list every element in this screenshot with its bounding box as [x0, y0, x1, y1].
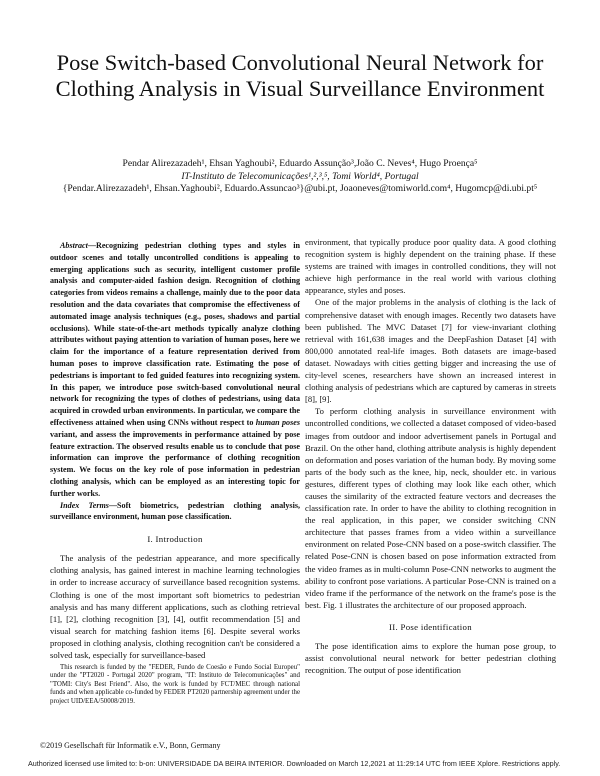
right-paragraph-1: environment, that typically produce poor quality data. A good clothing recognition system is highly dependent on the training phase. If these systems are trained with images in controlled conditions, they will not achieve high performance in the real world with various clothing appearance, styles and poses. [305, 237, 556, 296]
funding-footnote: This research is funded by the "FEDER, Fundo de Coesão e Fundo Social Europeu" under the "PT2020 - Portugal 2020" program, "IT: Instituto de Telecomunicações" and "TOMI: City's Best Friend". Also, the work is funded by FCT/MEC through national funds and when applicable co-funded by FEDER PT2020 partnership agreement under the project UID/EEA/50008/2019. [50, 664, 300, 705]
right-paragraph-2: One of the major problems in the analysis of clothing is the lack of comprehensive dataset with enough images. Recently two datasets have been published. The MVC Dataset [7] for view-invariant clothing retrieval with 161,638 images and the DeepFashion Dataset [4] with 800,000 annotated real-life images. Both datasets are image-based dataset. Nowadays with cities getting bigger and increasing the use of city-level scenes, researchers have shown an increased interest in clothing analysis of pedestrians which are captured by cameras in streets [8], [9]. [305, 297, 556, 405]
right-paragraph-3: To perform clothing analysis in surveillance environment with uncontrolled conditions, we collected a dataset composed of video-based images from outdoor and indoor advertisement panels in Portugal and Brazil. On the other hand, clothing attribute analysis is highly dependent on deformation and poses variation of the human body. By moving some parts of the body such as the knee, hip, neck, shoulder etc. in various gestures, different types of clothing may look like each other, which causes the similarity of the extracted feature vectors and decreases the classification rate. In order to have the ability to clothing recognition in the real application, in this paper, we consider switching CNN architecture that passes frames from a video within a surveillance environment on related Pose-CNN based on a pose-switch classifier. The related Pose-CNN is chosen based on pose information extracted from the video frames as in multi-column Pose-CNN networks to augment the ability to confront pose variations. A particular Pose-CNN is trained on a video frame if the performance of the network on the frame's pose is the best. Fig. 1 illustrates the architecture of our proposed approach. [305, 406, 556, 610]
abstract [50, 240, 300, 500]
abstract-italic: human poses [255, 417, 300, 427]
section-heading-introduction: I. Introduction [147, 534, 203, 545]
authors-line: Pendar Alirezazadeh¹, Ehsan Yaghoubi², Eduardo Assunção³,João C. Neves⁴, Hugo Proença⁵ [122, 158, 478, 169]
abstract-label: Abstract [60, 241, 88, 250]
intro-paragraph: The analysis of the pedestrian appearance, and more specifically clothing analysis, has gained interest in machine learning technologies in order to increase accuracy of surveillance based recognition systems. Clothing is one of the most important soft biometrics to pedestrian analysis and has many different applications, such as clothing retrieval [1], [2], clothing recognition [3], [4], outfit recommendation [5] and visual search for matching fashion items [6]. Despite several works proposed in clothing analysis, clothing recognition can't be considered a solved task, especially for surveillance-based [50, 553, 300, 660]
index-terms [50, 500, 300, 524]
index-terms-text: —Soft biometrics, pedestrian clothing analysis, surveillance environment, human pose classification. [50, 500, 301, 522]
abstract-text-end: variant, and assess the improvements in performance attained by pose feature extraction. The observed results enable us to conclude that pose information can improve the performance of clothing recognition system. We focus on the key role of pose information in pedestrian clothing analysis, which can be employed as an interesting topic for further works. [50, 429, 300, 498]
index-terms-label: Index Terms [60, 500, 109, 510]
abstract-text: —Recognizing pedestrian clothing types and styles in outdoor scenes and totally uncontrolled conditions is appealing to emerging applications such as security, intelligent customer profile analysis and computer-aided fashion design. Recognition of clothing categories from videos remains a challenge, mainly due to the poor data resolution and the data covariates that compromise the effectiveness of automated image analysis techniques (e.g., poses, shadows and partial occlusions). While state-of-the-art methods typically analyze clothing attributes without paying attention to variation of human poses, here we claim for the importance of a feature representation derived from human poses to improve classification rate. Estimating the pose of pedestrians is important to fed guided features into recognizing system. In this paper, we introduce pose switch-based convolutional neural network for recognizing the types of clothes of pedestrians, using data acquired in crowded urban environments. In particular, we compare the effectiveness attained when using CNNs without respect to [50, 241, 300, 427]
left-column [50, 240, 300, 661]
emails-line: {Pendar.Alirezazadeh¹, Ehsan.Yaghoubi², Eduardo.Assuncao³}@ubi.pt, Joaoneves@tomiworld.com⁴, Hugomcp@di.ubi.pt⁵ [62, 183, 538, 194]
paper-title: Pose Switch-based Convolutional Neural Network for Clothing Analysis in Visual Surveillance Environment [55, 50, 545, 101]
affiliation-line: IT-Instituto de Telecomunicações¹,²,³,⁵, Tomi World⁴, Portugal [181, 170, 419, 182]
license-footer: Authorized licensed use limited to: b-on: UNIVERSIDADE DA BEIRA INTERIOR. Downloaded on March 12,2021 at 11:29:14 UTC from IEEE Xplore. Restrictions apply. [28, 759, 561, 768]
right-column [305, 236, 556, 676]
right-paragraph-4: The pose identification aims to explore the human pose group, to assist convolutional neural network for better pedestrian clothing recognition. The output of pose identification [305, 641, 556, 676]
copyright-notice: ©2019 Gesellschaft für Informatik e.V., Bonn, Germany [40, 741, 221, 750]
author-block [20, 158, 580, 196]
section-heading-pose-identification: II. Pose identification [389, 621, 472, 632]
